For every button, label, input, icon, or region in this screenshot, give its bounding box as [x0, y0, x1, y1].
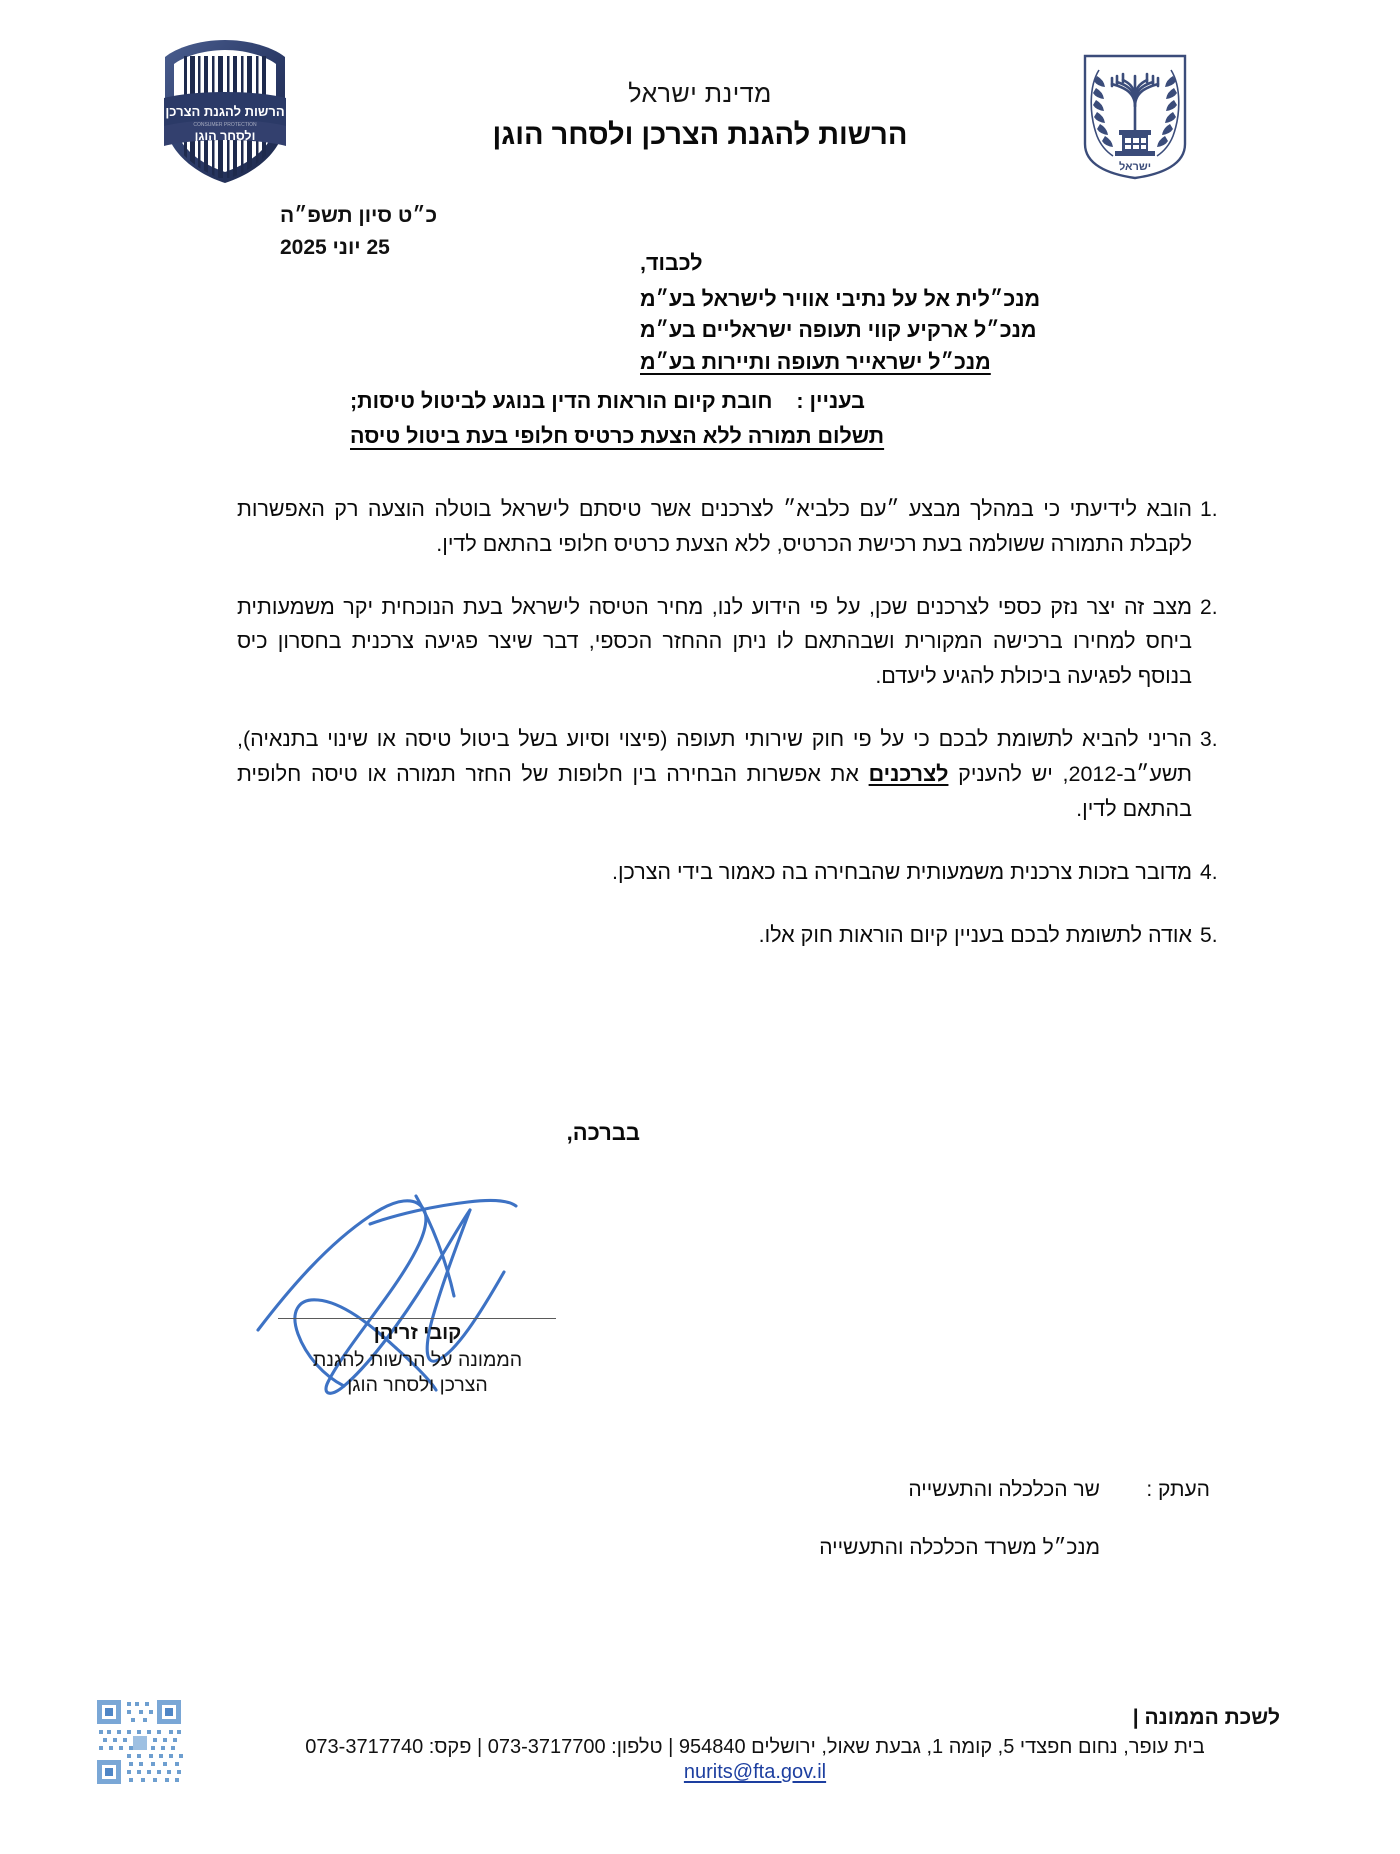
recipient-line-1: מנכ״לית אל על נתיבי אוויר לישראל בע״מ — [640, 286, 1041, 311]
cc-row — [290, 1536, 1210, 1560]
paragraph-emphasis: לצרכנים — [868, 761, 949, 786]
paragraph-text — [237, 722, 1192, 826]
paragraph-number: .2 — [1200, 595, 1218, 619]
subject-label: בעניין : — [796, 389, 865, 413]
gregorian-date: 25 יוני 2025 — [280, 235, 390, 259]
cc-recipient: שר הכלכלה והתעשייה — [908, 1478, 1100, 1501]
paragraph-text: מדובר בזכות צרכנית משמעותית שהבחירה בה כאמור בידי הצרכן. — [612, 859, 1192, 884]
signatory-title-line-1: הממונה על הרשות להגנת — [312, 1349, 523, 1371]
recipient-line-2: מנכ״ל ארקיע קווי תעופה ישראליים בע״מ — [640, 318, 1037, 343]
paragraph-item — [237, 590, 1252, 694]
subject-row-1 — [350, 385, 1250, 418]
cc-row — [290, 1478, 1210, 1502]
footer-contact — [230, 1706, 1280, 1784]
qr-code-icon — [93, 1696, 185, 1788]
paragraph-number: .4 — [1200, 860, 1218, 884]
emblem-label: ישראל — [1118, 161, 1152, 173]
signature-block — [240, 1190, 640, 1410]
paragraph-number: .5 — [1200, 923, 1218, 947]
cc-recipient: מנכ״ל משרד הכלכלה והתעשייה — [819, 1536, 1100, 1559]
subject-text-2: תשלום תמורה ללא הצעת כרטיס חלופי בעת ביטול טיסה — [350, 424, 885, 449]
subject-block — [350, 385, 1250, 454]
paragraph-item — [237, 918, 1252, 953]
recipient-line-3: מנכ״ל ישראייר תעופה ותיירות בע״מ — [640, 349, 991, 374]
hebrew-date: כ״ט סיון תשפ״ה — [280, 204, 438, 227]
to-label: לכבוד, — [640, 251, 703, 275]
closing-salutation: בברכה, — [566, 1120, 640, 1145]
signature-rule — [278, 1318, 556, 1319]
subject-text-1: חובת קיום הוראות הדין בנוגע לביטול טיסות; — [350, 389, 773, 413]
signatory-title-line-2: הצרכן ולסחר הוגן — [347, 1373, 488, 1396]
date-block — [280, 200, 540, 263]
letterhead-header — [0, 30, 1400, 180]
signatory-title — [240, 1348, 595, 1398]
logo-text-top: הרשות להגנת הצרכן — [165, 104, 285, 119]
cc-label: העתק : — [1146, 1478, 1210, 1501]
letterhead-titles — [0, 80, 1400, 152]
paragraph-number: .1 — [1200, 498, 1218, 521]
paragraph-text-after: את אפשרות הבחירה בין חלופות של החזר תמורה או טיסה חלופית בהתאם לדין. — [237, 761, 1192, 821]
paragraph-text-before: הריני להביא לתשומת לבכם כי על פי חוק שירותי תעופה (פיצוי וסיוע בשל ביטול טיסה או שינוי בתנאיה), תשע״ב-2012, יש להעניק — [237, 727, 1192, 786]
logo-text-bottom: ולסחר הוגן — [194, 129, 256, 143]
paragraph-text: הובא לידיעתי כי במהלך מבצע ״עם כלביא״ לצרכנים אשר טיסתם לישראל בוטלה הוצעה רק האפשרות לקבלת התמורה ששולמה בעת רכישת הכרטיס, ללא הצעת כרטיס חלופי בהתאם לדין. — [237, 497, 1192, 556]
subject-row-2 — [350, 420, 1250, 453]
paragraph-text: אודה לתשומת לבכם בעניין קיום הוראות חוק אלו. — [758, 922, 1192, 947]
recipient-address-block — [640, 248, 1280, 378]
paragraph-item — [237, 492, 1252, 562]
footer-office-label: לשכת הממונה | — [1132, 1706, 1280, 1729]
letter-body — [237, 492, 1252, 981]
paragraph-number: .3 — [1200, 728, 1218, 752]
state-name: מדינת ישראל — [628, 80, 772, 108]
authority-name: הרשות להגנת הצרכן ולסחר הוגן — [492, 119, 908, 151]
signatory-name: קובי זריהן — [373, 1322, 462, 1344]
letter-footer — [0, 1646, 1400, 1806]
carbon-copy-block — [290, 1478, 1210, 1594]
paragraph-item — [237, 855, 1252, 890]
svg-text:CONSUMER PROTECTION: CONSUMER PROTECTION — [193, 122, 257, 128]
footer-email-link[interactable]: nurits@fta.gov.il — [683, 1761, 827, 1783]
paragraph-text: מצב זה יצר נזק כספי לצרכנים שכן, על פי הידוע לנו, מחיר הטיסה לישראל בעת הנוכחית יקר משמעותית ביחס למחירו ברכישה המקורית ושבהתאם לו ניתן ההחזר הכספי, דבר שיצר פגיעה צרכנית בחסרון כיס בנוסף לפגיעה ביכולת להגיע ליעדם. — [237, 594, 1192, 689]
footer-address: בית עופר, נחום חפצדי 5, קומה 1, גבעת שאול, ירושלים 954840 | טלפון: 073-3717700 | פקס: 073-3717740 — [305, 1736, 1205, 1758]
paragraph-item — [237, 722, 1252, 826]
